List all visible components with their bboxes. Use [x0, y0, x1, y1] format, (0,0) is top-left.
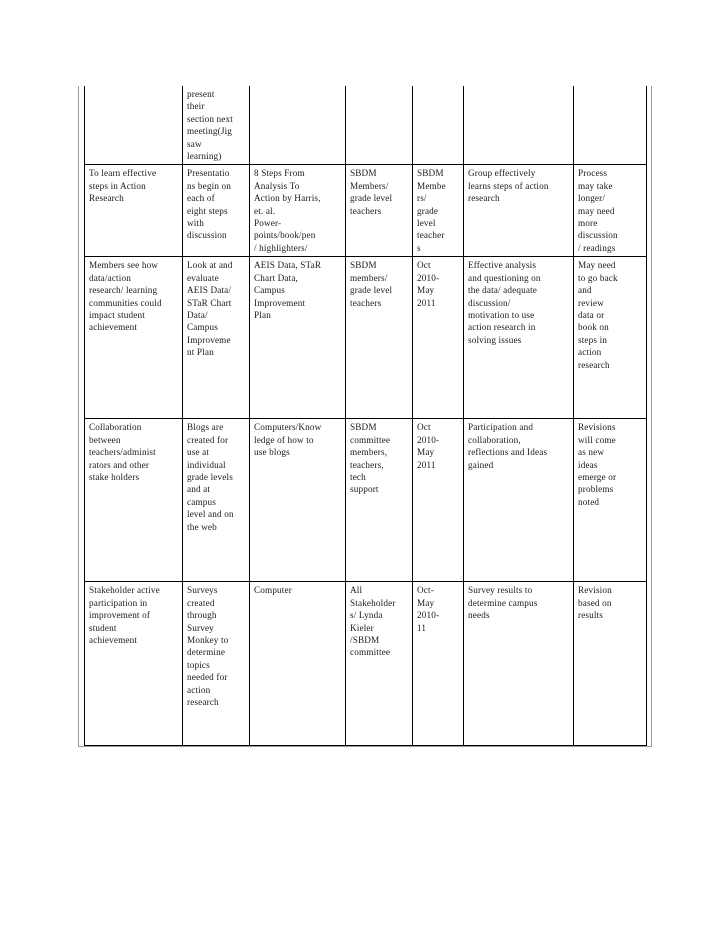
cell-text: All Stakeholder s/ Lynda Kieler /SBDM committee [350, 585, 396, 658]
table-row [85, 582, 647, 746]
cell-text: Blogs are created for use at individual grade levels and at campus level and on the web [187, 422, 234, 532]
table-cell [574, 86, 647, 165]
cell-text: AEIS Data, STaR Chart Data, Campus Improvement Plan [254, 260, 322, 321]
table-cell [346, 582, 413, 746]
table-cell [183, 419, 250, 582]
table-cell [250, 257, 346, 419]
table-cell [85, 165, 183, 257]
table-cell [85, 86, 183, 165]
cell-text: Members see how data/action research/ learning communities could impact student achievement [89, 260, 162, 333]
cell-text: Group effectively learns steps of action research [468, 168, 549, 204]
cell-text: Effective analysis and questioning on the data/ adequate discussion/ motivation to use action research in solving issues [468, 260, 541, 345]
cell-text: Look at and evaluate AEIS Data/ STaR Chart Data/ Campus Improveme nt Plan [187, 260, 233, 358]
cell-text: Process may take longer/ may need more discussion / readings [578, 168, 618, 253]
cell-text: SBDM committee members, teachers, tech support [350, 422, 391, 495]
cell-text: Collaboration between teachers/administ rators and other stake holders [89, 422, 156, 483]
table-cell [183, 165, 250, 257]
table-cell [250, 165, 346, 257]
table-cell [464, 165, 574, 257]
table-cell [574, 165, 647, 257]
table-cell [85, 257, 183, 419]
table-row [85, 165, 647, 257]
cell-text: Oct 2010- May 2011 [417, 260, 440, 308]
table-cell [413, 582, 464, 746]
cell-text: Revision based on results [578, 585, 612, 621]
cell-text: May need to go back and review data or book on steps in action research [578, 260, 618, 370]
cell-text: Oct 2010- May 2011 [417, 422, 440, 470]
cell-text: SBDM Membe rs/ grade level teacher s [417, 168, 446, 253]
table-cell [464, 86, 574, 165]
table-cell [183, 582, 250, 746]
cell-text: Surveys created through Survey Monkey to determine topics needed for action research [187, 585, 229, 708]
table-cell [464, 257, 574, 419]
cell-text: SBDM members/ grade level teachers [350, 260, 393, 308]
table-cell [413, 257, 464, 419]
table-cell [250, 419, 346, 582]
cell-text: SBDM Members/ grade level teachers [350, 168, 393, 216]
table-cell [183, 257, 250, 419]
table-row [85, 419, 647, 582]
table-cell [574, 582, 647, 746]
cell-text: Revisions will come as new ideas emerge or problems noted [578, 422, 617, 507]
cell-text: Oct- May 2010- 11 [417, 585, 440, 633]
table-cell [85, 419, 183, 582]
table-cell [346, 257, 413, 419]
cell-text: Computer [254, 585, 292, 596]
cell-text: Presentatio ns begin on each of eight steps with discussion [187, 168, 232, 241]
table-cell [413, 419, 464, 582]
table-cell [250, 582, 346, 746]
cell-text: Computers/Know ledge of how to use blogs [254, 422, 322, 458]
cell-text: To learn effective steps in Action Research [89, 168, 157, 204]
table-row [85, 86, 647, 165]
table-cell [574, 419, 647, 582]
action-plan-table [84, 86, 647, 746]
table-cell [183, 86, 250, 165]
cell-text: Survey results to determine campus needs [468, 585, 538, 621]
table-cell [413, 165, 464, 257]
table-cell [85, 582, 183, 746]
cell-text: present their section next meeting(Jig saw learning) [187, 89, 233, 162]
cell-text: 8 Steps From Analysis To Action by Harris, et. al. Power- points/book/pen / highlighters/ [254, 168, 321, 253]
cell-text: Stakeholder active participation in improvement of student achievement [89, 585, 160, 646]
table-cell [346, 86, 413, 165]
table-row [85, 257, 647, 419]
table-cell [464, 582, 574, 746]
table-cell [346, 165, 413, 257]
table-cell [413, 86, 464, 165]
table-cell [346, 419, 413, 582]
table-cell [574, 257, 647, 419]
table-cell [250, 86, 346, 165]
cell-text: Participation and collaboration, reflections and Ideas gained [468, 422, 548, 470]
table-cell [464, 419, 574, 582]
